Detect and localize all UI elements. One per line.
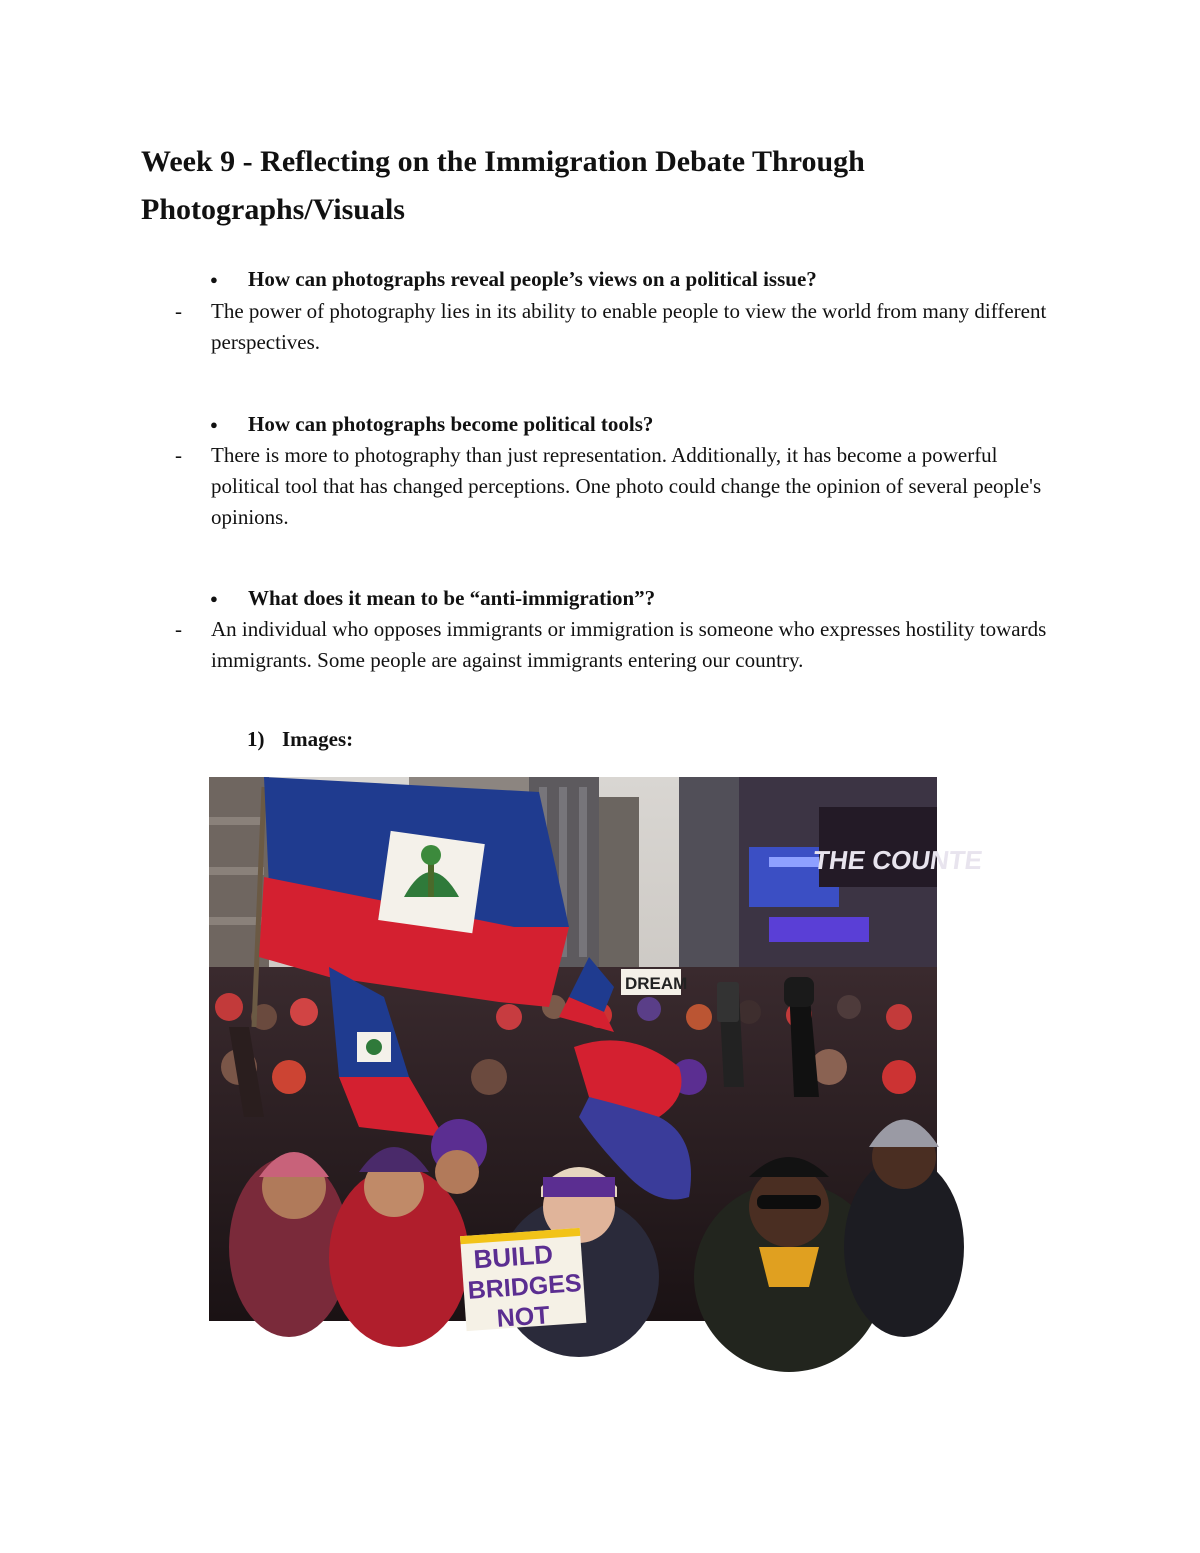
dream-sign-text: DREAM	[625, 974, 688, 993]
images-heading-number: 1)	[247, 727, 265, 751]
sign-line-1: BUILD	[472, 1238, 554, 1275]
question-1-text: How can photographs reveal people’s views on a political issue?	[248, 267, 817, 291]
billboard-text: THE COUNTE	[811, 845, 985, 875]
bullet-icon: ●	[210, 272, 218, 287]
answer-1	[175, 296, 1075, 358]
images-heading-label: Images:	[282, 727, 354, 751]
answer-2-text: There is more to photography than just representation. Additionally, it has become a powerful political tool that has changed perceptions. One photo could change the opinion of several people's opinions.	[211, 443, 1042, 529]
answer-2	[175, 440, 1075, 533]
sign-line-3: NOT	[495, 1301, 551, 1333]
images-heading	[247, 724, 353, 755]
protest-photo-illustration	[209, 777, 985, 1333]
protest-photo	[209, 777, 985, 1333]
bullet-icon: ●	[210, 591, 218, 606]
page-title: Week 9 - Reflecting on the Immigration Debate Through Photographs/Visuals	[141, 145, 865, 226]
question-2	[210, 409, 653, 440]
question-1	[210, 264, 817, 295]
build-bridges-sign	[460, 1228, 586, 1335]
answer-1-text: The power of photography lies in its ability to enable people to view the world from many different perspectives.	[211, 299, 1047, 354]
question-3-text: What does it mean to be “anti-immigration”?	[248, 586, 656, 610]
answer-3	[175, 614, 1075, 676]
building-distant	[599, 797, 639, 967]
dash-icon: -	[175, 617, 182, 641]
question-3	[210, 583, 655, 614]
bullet-icon: ●	[210, 417, 218, 432]
dash-icon: -	[175, 443, 182, 467]
building-right	[679, 777, 739, 987]
sign-line-2: BRIDGES	[466, 1268, 583, 1305]
question-2-text: How can photographs become political tools?	[248, 412, 654, 436]
dash-icon: -	[175, 299, 182, 323]
led-banner	[769, 917, 869, 942]
answer-3-text: An individual who opposes immigrants or immigration is someone who expresses hostility towards immigrants. Some people are against immigrants entering our country.	[211, 617, 1047, 672]
